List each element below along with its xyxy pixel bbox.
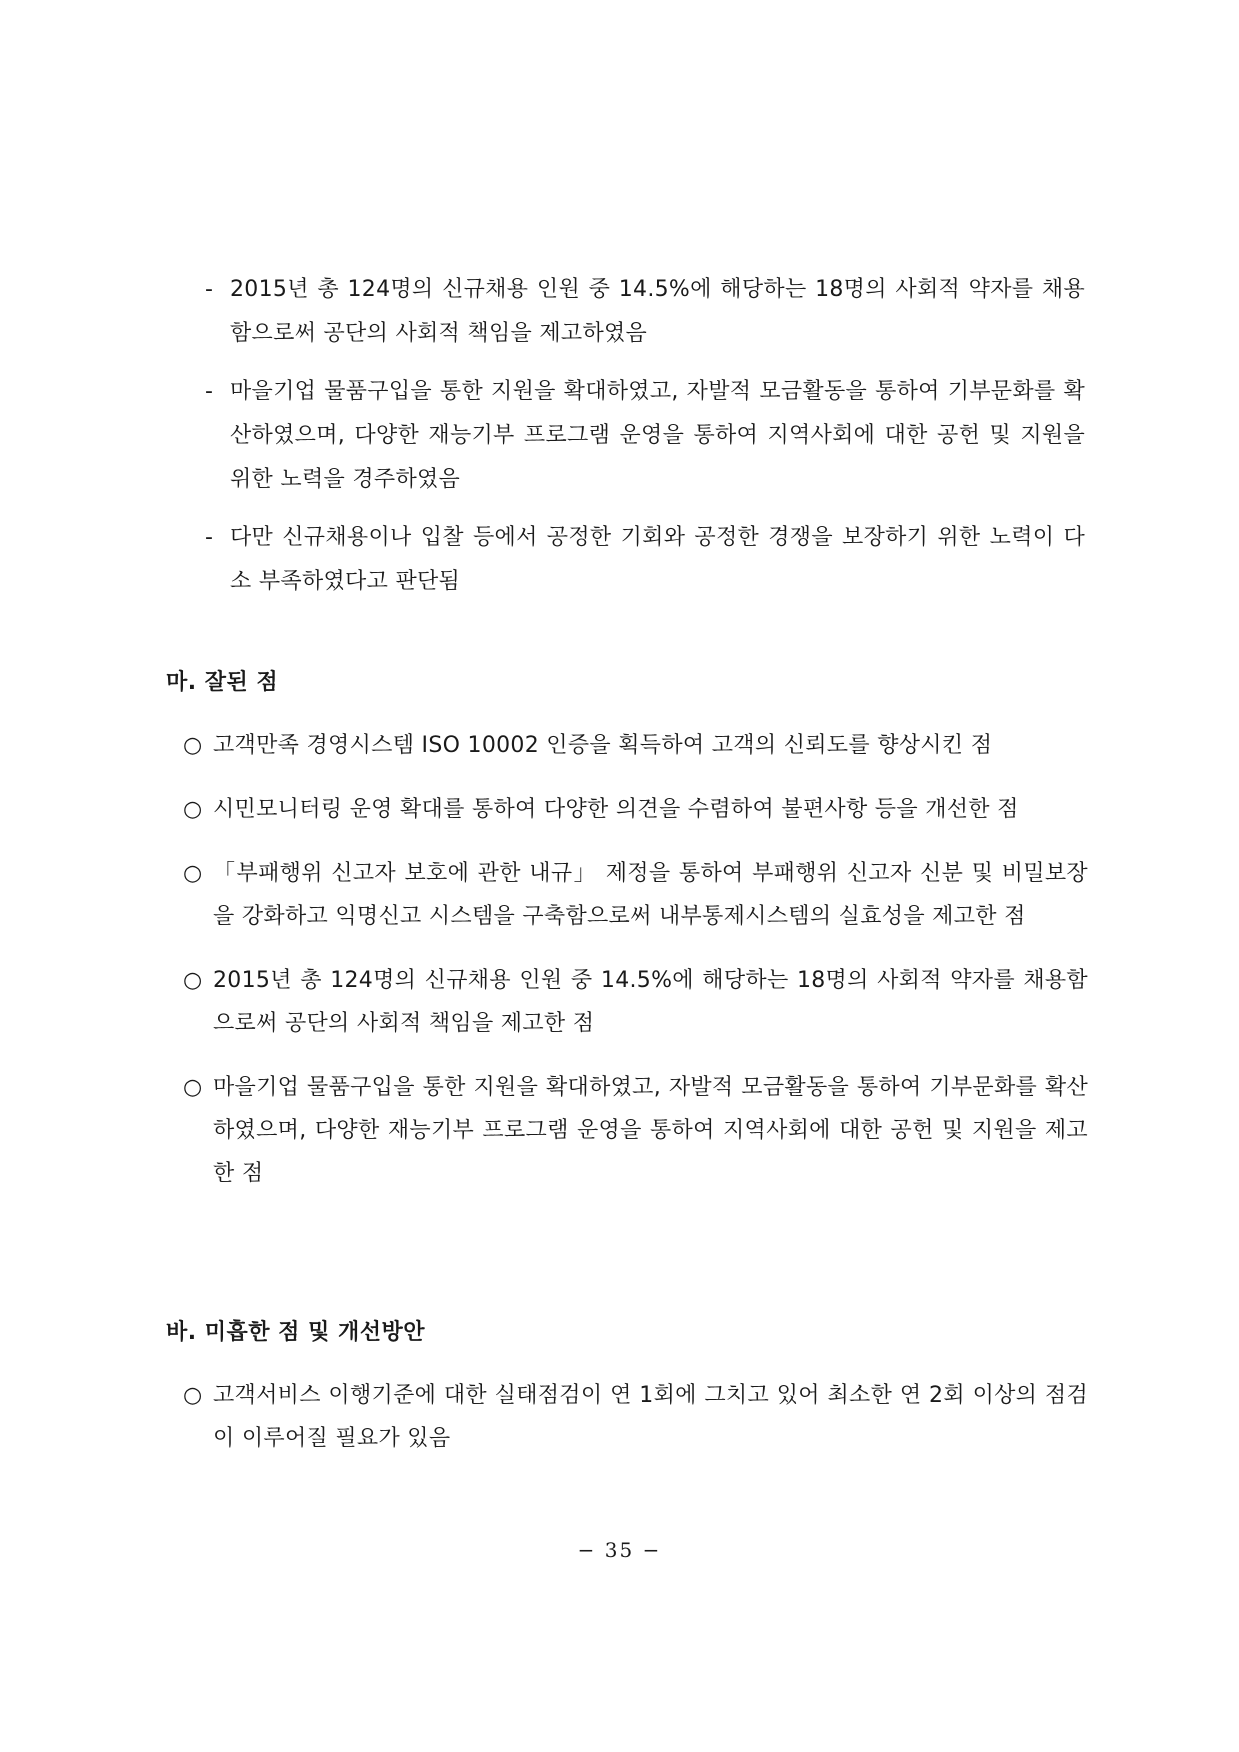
circle-list-ba bbox=[183, 1374, 1088, 1460]
list-item-text: 고객만족 경영시스템 ISO 10002 인증을 획득하여 고객의 신뢰도를 향상시킨 점 bbox=[213, 733, 993, 758]
section-heading-ba: 바. 미흡한 점 및 개선방안 bbox=[166, 1320, 426, 1345]
circle-marker: ○ bbox=[183, 861, 203, 886]
list-item-text: 2015년 총 124명의 신규채용 인원 중 14.5%에 해당하는 18명의 사회적 약자를 채용함으로써 공단의 사회적 책임을 제고한 점 bbox=[213, 968, 1088, 1036]
list-item bbox=[183, 1066, 1088, 1195]
list-item-text: 시민모니터링 운영 확대를 통하여 다양한 의견을 수렴하여 불편사항 등을 개선한 점 bbox=[213, 797, 1019, 822]
list-item bbox=[183, 1374, 1088, 1460]
circle-marker: ○ bbox=[183, 1383, 203, 1408]
list-item bbox=[183, 788, 1088, 831]
list-item bbox=[183, 724, 1088, 767]
circle-marker: ○ bbox=[183, 733, 203, 758]
list-item bbox=[205, 516, 1085, 604]
list-item-text: 고객서비스 이행기준에 대한 실태점검이 연 1회에 그치고 있어 최소한 연 2회 이상의 점검이 이루어질 필요가 있음 bbox=[213, 1383, 1088, 1451]
list-item-text: 마을기업 물품구입을 통한 지원을 확대하였고, 자발적 모금활동을 통하여 기부문화를 확산하였으며, 다양한 재능기부 프로그램 운영을 통하여 지역사회에 대한 공헌 및 지원을 위한 노력을 경주하였음 bbox=[230, 379, 1085, 492]
page-number: − 35 − bbox=[577, 1538, 662, 1562]
dash-list bbox=[205, 268, 1085, 618]
list-item-text: 2015년 총 124명의 신규채용 인원 중 14.5%에 해당하는 18명의 사회적 약자를 채용함으로써 공단의 사회적 책임을 제고하였음 bbox=[230, 277, 1085, 346]
section-heading-ma: 마. 잘된 점 bbox=[166, 670, 279, 695]
circle-marker: ○ bbox=[183, 797, 203, 822]
dash-marker: - bbox=[205, 277, 214, 302]
list-item bbox=[205, 268, 1085, 356]
list-item-text: 마을기업 물품구입을 통한 지원을 확대하였고, 자발적 모금활동을 통하여 기부문화를 확산하였으며, 다양한 재능기부 프로그램 운영을 통하여 지역사회에 대한 공헌 및 지원을 제고한 점 bbox=[213, 1075, 1088, 1186]
list-item bbox=[205, 370, 1085, 502]
circle-list-ma bbox=[183, 724, 1088, 1195]
circle-marker: ○ bbox=[183, 1075, 203, 1100]
list-item bbox=[183, 852, 1088, 938]
list-item-text: 다만 신규채용이나 입찰 등에서 공정한 기회와 공정한 경쟁을 보장하기 위한 노력이 다소 부족하였다고 판단됨 bbox=[230, 525, 1085, 594]
dash-marker: - bbox=[205, 379, 214, 404]
list-item-text: 「부패행위 신고자 보호에 관한 내규」 제정을 통하여 부패행위 신고자 신분 및 비밀보장을 강화하고 익명신고 시스템을 구축함으로써 내부통제시스템의 실효성을 제고한 점 bbox=[213, 861, 1088, 929]
circle-marker: ○ bbox=[183, 968, 203, 993]
dash-marker: - bbox=[205, 525, 214, 550]
list-item bbox=[183, 959, 1088, 1045]
